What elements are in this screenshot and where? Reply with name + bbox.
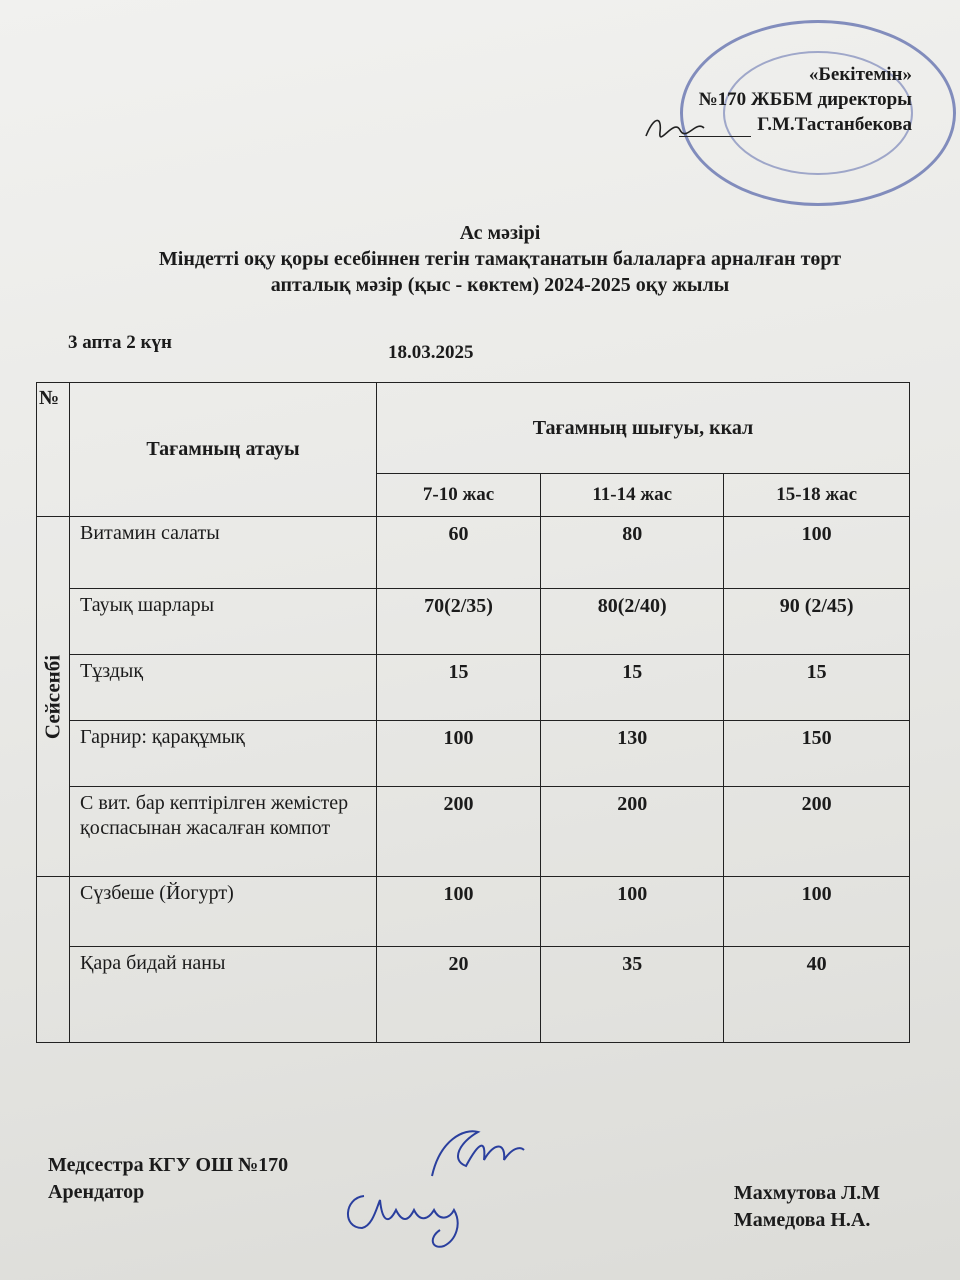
value-7-10: 60 [377, 517, 541, 589]
header-number: № [37, 383, 70, 517]
value-7-10: 100 [377, 877, 541, 947]
dish-name: Қара бидай наны [70, 947, 377, 1043]
value-15-18: 150 [724, 721, 910, 787]
value-15-18: 100 [724, 877, 910, 947]
dish-name: Витамин салаты [70, 517, 377, 589]
value-15-18: 40 [724, 947, 910, 1043]
nurse-name: Махмутова Л.М [733, 1182, 880, 1204]
week-day-label: 3 апта 2 күн [68, 332, 172, 353]
value-7-10: 100 [377, 721, 541, 787]
title-line-3: апталық мәзір (қыс - көктем) 2024-2025 оқу жылы [270, 274, 730, 296]
title-line-2: Міндетті оқу қоры есебіннен тегін тамақтанатын балаларға арналған төрт [158, 248, 842, 270]
table-row [37, 787, 910, 877]
day-label: Сейсенбі [40, 654, 65, 739]
value-11-14: 80 [541, 517, 724, 589]
title-line-1: Ас мәзірі [459, 222, 541, 244]
dish-name: Тауық шарлары [70, 589, 377, 655]
table-row [37, 947, 910, 1043]
approval-heading: «Бекітемін» [808, 64, 912, 85]
header-age-11-14: 11-14 жас [541, 474, 724, 517]
header-age-15-18: 15-18 жас [724, 474, 910, 517]
value-11-14: 80(2/40) [541, 589, 724, 655]
day-cell [37, 517, 70, 877]
signature-block-right [734, 1180, 880, 1234]
value-15-18: 15 [724, 655, 910, 721]
value-11-14: 35 [541, 947, 724, 1043]
tenant-signature [336, 1180, 496, 1250]
day-cell-empty [37, 877, 70, 1043]
tenant-name: Мамедова Н.А. [733, 1209, 871, 1231]
menu-table [36, 382, 910, 1043]
table-row [37, 589, 910, 655]
value-15-18: 200 [724, 787, 910, 877]
header-dish-name: Тағамның атауы [70, 383, 377, 517]
value-11-14: 100 [541, 877, 724, 947]
menu-date: 18.03.2025 [388, 342, 474, 363]
value-7-10: 200 [377, 787, 541, 877]
value-7-10: 15 [377, 655, 541, 721]
dish-name: Тұздық [70, 655, 377, 721]
tenant-label: Арендатор [48, 1181, 145, 1203]
value-15-18: 100 [724, 517, 910, 589]
header-age-7-10: 7-10 жас [377, 474, 541, 517]
table-row [37, 655, 910, 721]
dish-name: Сүзбеше (Йогурт) [70, 877, 377, 947]
dish-name: Гарнир: қарақұмық [70, 721, 377, 787]
signature-block-left [48, 1152, 288, 1206]
value-7-10: 20 [377, 947, 541, 1043]
value-7-10: 70(2/35) [377, 589, 541, 655]
table-row [37, 721, 910, 787]
dish-name: С вит. бар кептірілген жемістер қоспасынан жасалған компот [70, 787, 377, 877]
nurse-label: Медсестра КГУ ОШ №170 [48, 1154, 289, 1176]
table-row [37, 877, 910, 947]
director-name: Г.М.Тастанбекова [757, 114, 912, 135]
value-11-14: 15 [541, 655, 724, 721]
header-output: Тағамның шығуы, ккал [377, 383, 910, 474]
document-title [60, 220, 940, 298]
approval-block [679, 62, 912, 137]
value-11-14: 130 [541, 721, 724, 787]
value-15-18: 90 (2/45) [724, 589, 910, 655]
director-signature [640, 112, 710, 142]
value-11-14: 200 [541, 787, 724, 877]
approval-position: №170 ЖББМ директоры [698, 89, 912, 110]
table-row [37, 517, 910, 589]
